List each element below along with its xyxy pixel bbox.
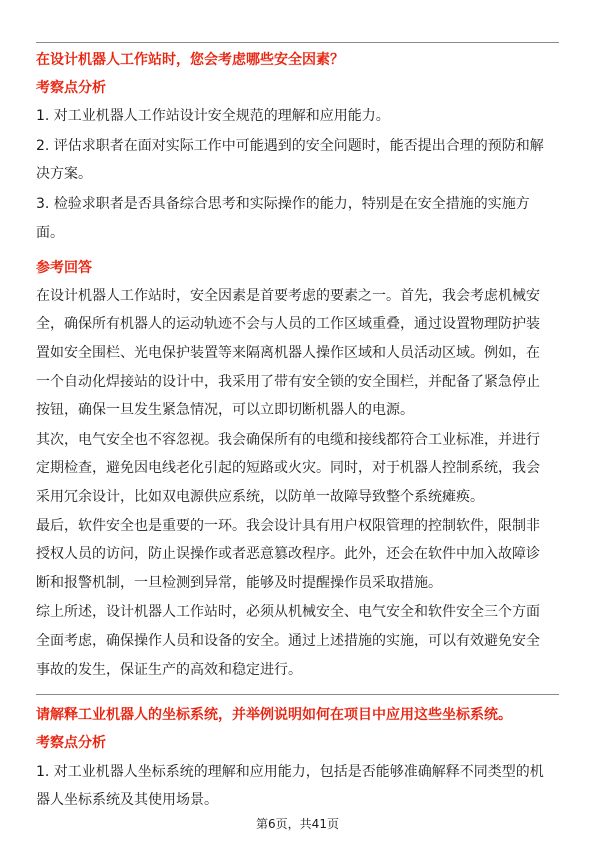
- analysis-line: 2. 评估求职者在面对实际工作中可能遇到的安全问题时，能否提出合理的预防和解: [36, 138, 544, 154]
- analysis-heading-2: 考察点分析: [36, 735, 106, 751]
- answer-line: 一个自动化焊接站的设计中，我采用了带有安全锁的安全围栏，并配备了紧急停止: [36, 374, 540, 390]
- answer-line: 全，确保所有机器人的运动轨迹不会与人员的工作区域重叠，通过设置物理防护装: [36, 316, 540, 332]
- analysis-line: 器人坐标系统及其使用场景。: [36, 792, 218, 808]
- answer-line: 在设计机器人工作站时，安全因素是首要考虑的要素之一。首先，我会考虑机械安: [36, 288, 540, 304]
- answer-line: 置如安全围栏、光电保护装置等来隔离机器人操作区域和人员活动区域。例如，在: [36, 345, 540, 361]
- analysis-line: 决方案。: [36, 166, 92, 182]
- answer-line: 断和报警机制，一旦检测到异常，能够及时提醒操作员采取措施。: [36, 575, 442, 591]
- answer-line: 事故的发生，保证生产的高效和稳定进行。: [36, 662, 302, 678]
- analysis-line: 3. 检验求职者是否具备综合思考和实际操作的能力，特别是在安全措施的实施方: [36, 196, 530, 212]
- answer-line: 其次，电气安全也不容忽视。我会确保所有的电缆和接线都符合工业标准，并进行: [36, 432, 540, 448]
- answer-line: 采用冗余设计，比如双电源供应系统，以防单一故障导致整个系统瘫痪。: [36, 489, 484, 505]
- answer-heading: 参考回答: [36, 260, 92, 276]
- answer-line: 综上所述，设计机器人工作站时，必须从机械安全、电气安全和软件安全三个方面: [36, 604, 540, 620]
- analysis-heading-1: 考察点分析: [36, 80, 106, 96]
- answer-line: 授权人员的访问，防止误操作或者恶意篡改程序。此外，还会在软件中加入故障诊: [36, 546, 540, 562]
- answer-line: 全面考虑，确保操作人员和设备的安全。通过上述措施的实施，可以有效避免安全: [36, 633, 540, 649]
- section-divider: [36, 694, 559, 695]
- top-divider: [36, 42, 559, 43]
- question-1-title: 在设计机器人工作站时，您会考虑哪些安全因素？: [36, 52, 344, 68]
- answer-line: 最后，软件安全也是重要的一环。我会设计具有用户权限管理的控制软件，限制非: [36, 518, 540, 534]
- answer-line: 按钮，确保一旦发生紧急情况，可以立即切断机器人的电源。: [36, 402, 414, 418]
- analysis-line: 面。: [36, 225, 64, 241]
- answer-line: 定期检查，避免因电线老化引起的短路或火灾。同时，对于机器人控制系统，我会: [36, 460, 540, 476]
- question-2-title: 请解释工业机器人的坐标系统，并举例说明如何在项目中应用这些坐标系统。: [36, 707, 512, 723]
- analysis-line: 1. 对工业机器人坐标系统的理解和应用能力，包括是否能够准确解释不同类型的机: [36, 764, 544, 780]
- analysis-line: 1. 对工业机器人工作站设计安全规范的理解和应用能力。: [36, 108, 390, 124]
- page-number: 第6页，共41页: [256, 817, 339, 831]
